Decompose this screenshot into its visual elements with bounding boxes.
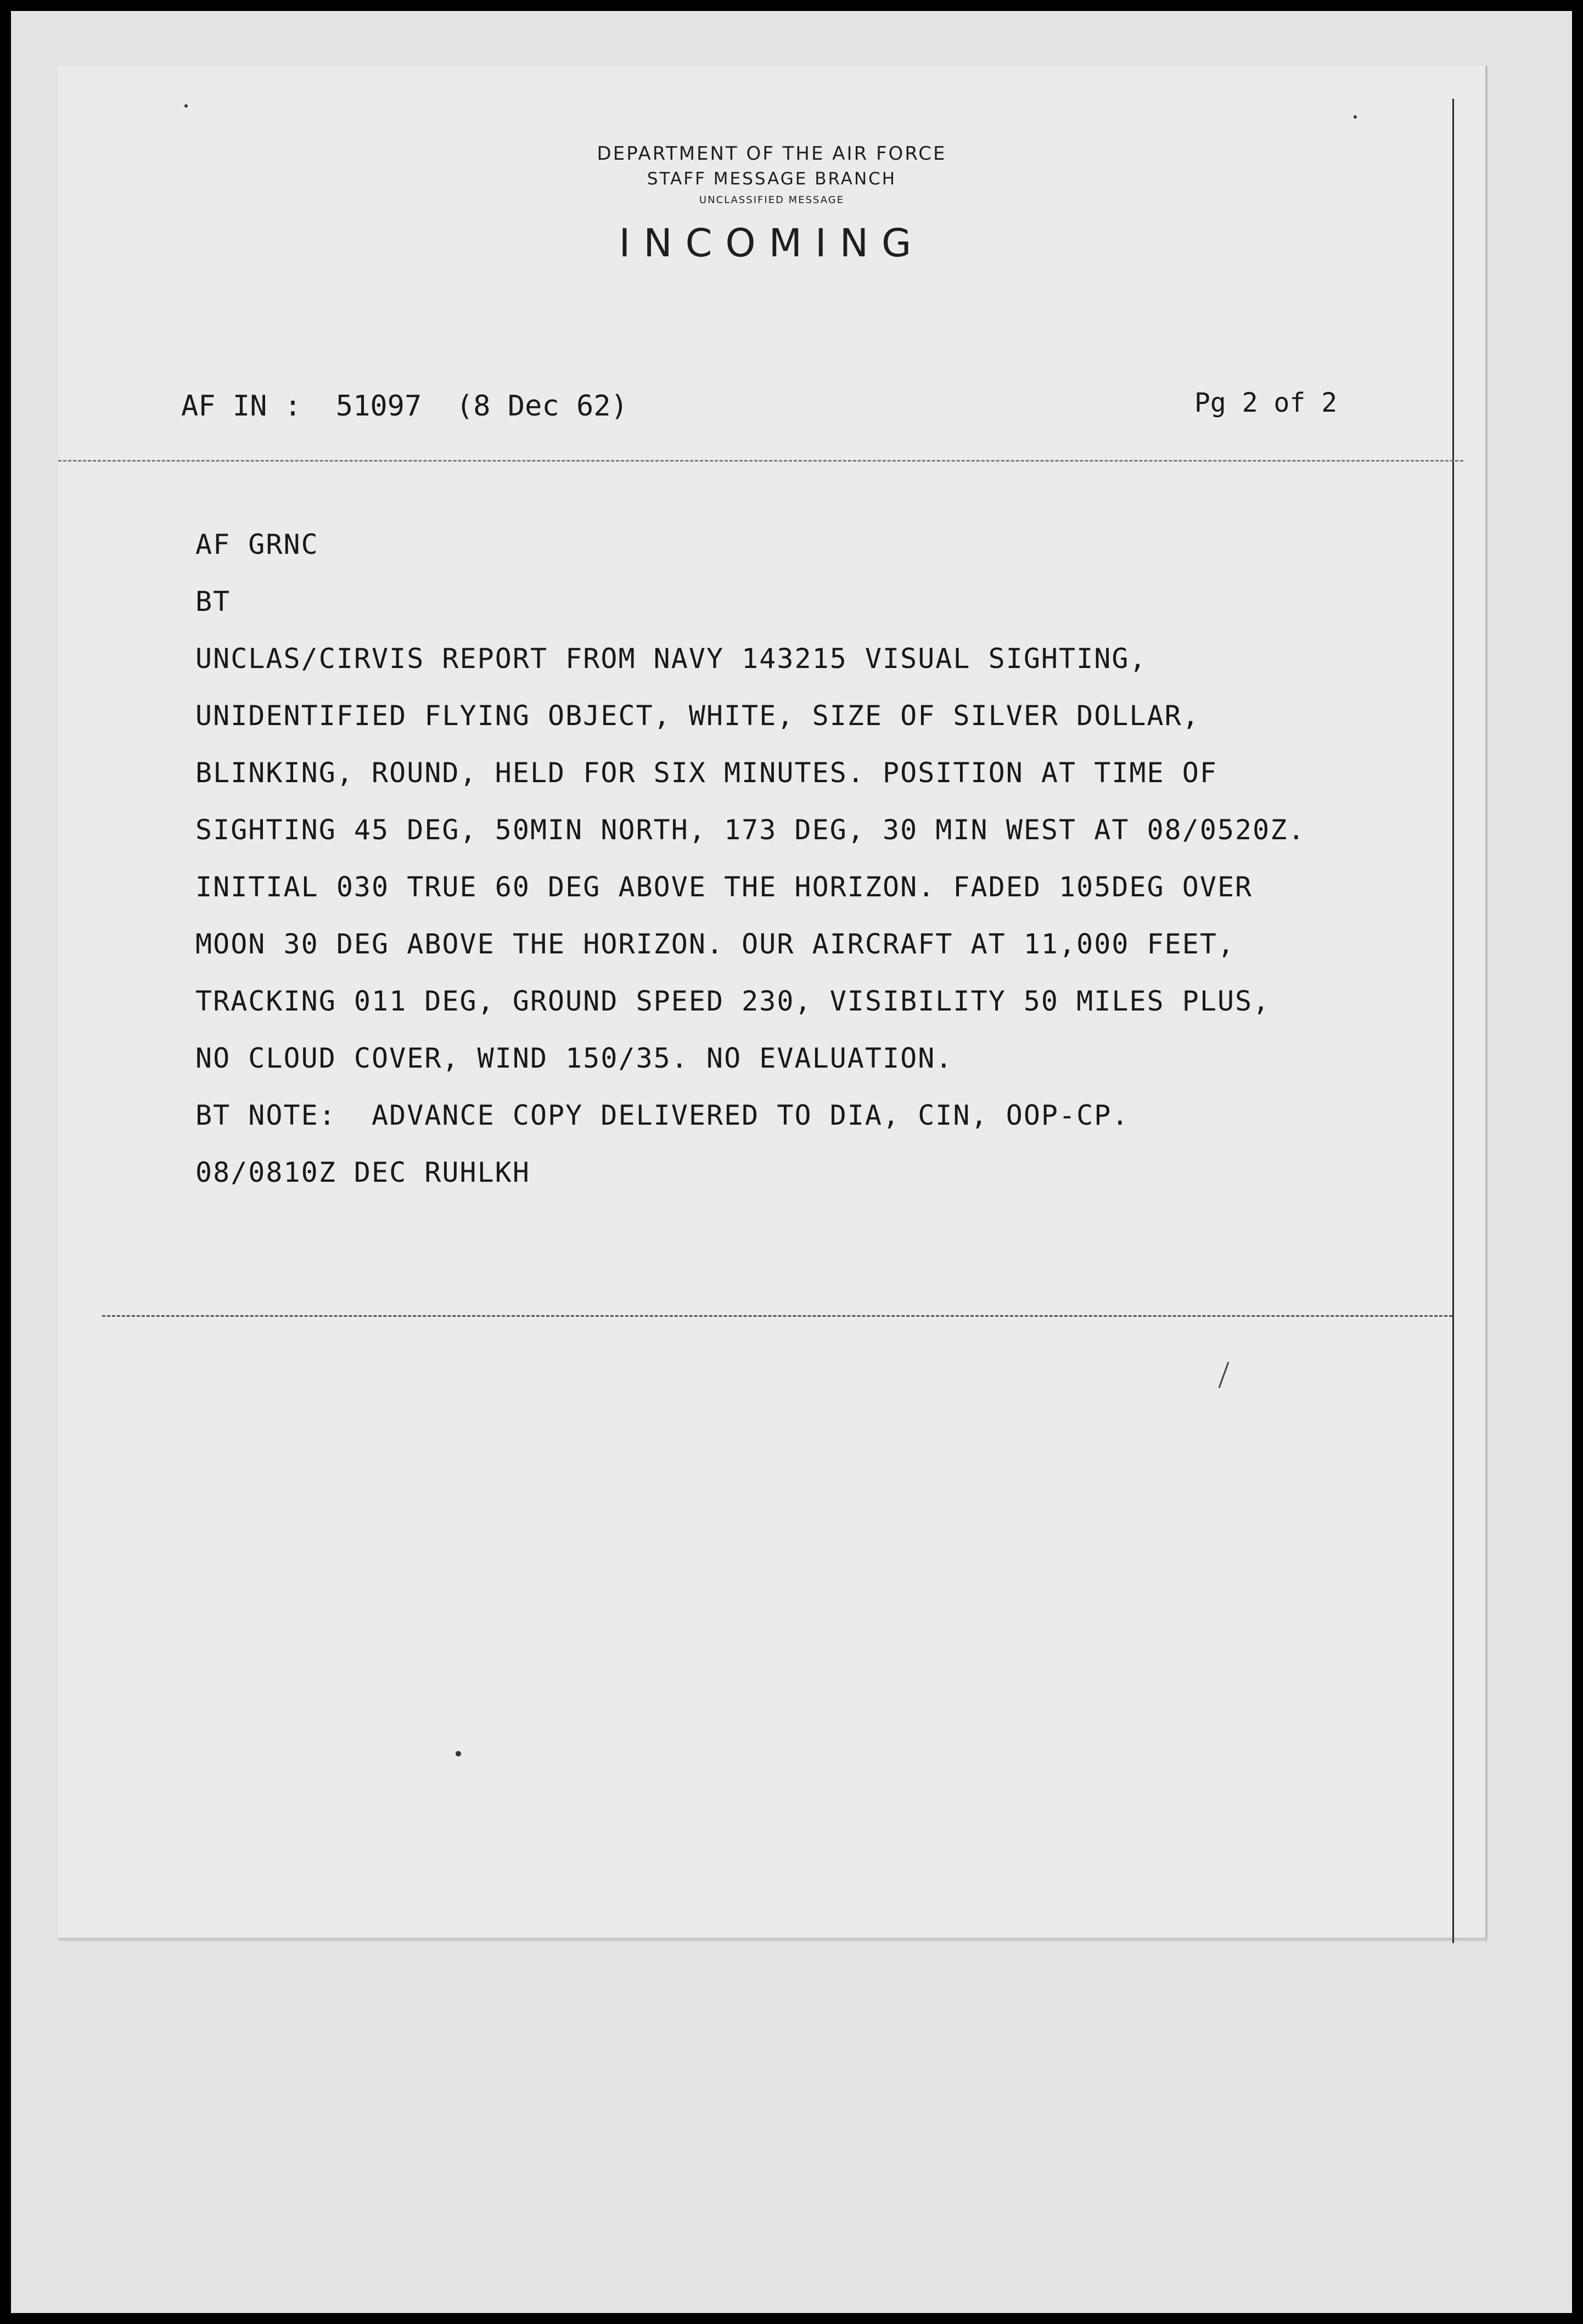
branch-heading: STAFF MESSAGE BRANCH	[647, 169, 897, 189]
top-divider	[58, 460, 1463, 462]
message-line: NO CLOUD COVER, WIND 150/35. NO EVALUATION.	[195, 1042, 953, 1074]
dust-speck	[1354, 115, 1357, 119]
pen-mark	[1219, 1362, 1230, 1388]
message-line: UNIDENTIFIED FLYING OBJECT, WHITE, SIZE OF SILVER DOLLAR,	[195, 700, 1200, 732]
bottom-divider	[102, 1315, 1452, 1317]
message-line: INITIAL 030 TRUE 60 DEG ABOVE THE HORIZON. FADED 105DEG OVER	[195, 871, 1253, 903]
message-line: MOON 30 DEG ABOVE THE HORIZON. OUR AIRCRAFT AT 11,000 FEET,	[195, 928, 1236, 960]
margin-rule	[1452, 99, 1454, 1943]
message-line: BLINKING, ROUND, HELD FOR SIX MINUTES. POSITION AT TIME OF	[195, 757, 1217, 789]
message-sheet	[58, 66, 1487, 1938]
page-number: Pg 2 of 2	[1194, 388, 1338, 418]
department-heading: DEPARTMENT OF THE AIR FORCE	[597, 143, 947, 165]
message-body	[195, 516, 1436, 1201]
dust-speck	[456, 1751, 461, 1756]
af-in-reference: AF IN : 51097 (8 Dec 62)	[181, 390, 628, 423]
dust-speck	[184, 104, 188, 108]
message-line: BT NOTE: ADVANCE COPY DELIVERED TO DIA, CIN, OOP-CP.	[195, 1099, 1130, 1131]
classification-heading: UNCLASSIFIED MESSAGE	[699, 194, 845, 206]
message-line: BT	[195, 586, 231, 618]
message-line: UNCLAS/CIRVIS REPORT FROM NAVY 143215 VISUAL SIGHTING,	[195, 643, 1147, 675]
message-line: TRACKING 011 DEG, GROUND SPEED 230, VISIBILITY 50 MILES PLUS,	[195, 985, 1271, 1017]
message-line: AF GRNC	[195, 529, 319, 560]
photo-frame	[11, 11, 1572, 2313]
message-line: 08/0810Z DEC RUHLKH	[195, 1157, 530, 1188]
incoming-title: INCOMING	[619, 221, 925, 266]
message-line: SIGHTING 45 DEG, 50MIN NORTH, 173 DEG, 30 MIN WEST AT 08/0520Z.	[195, 814, 1306, 846]
